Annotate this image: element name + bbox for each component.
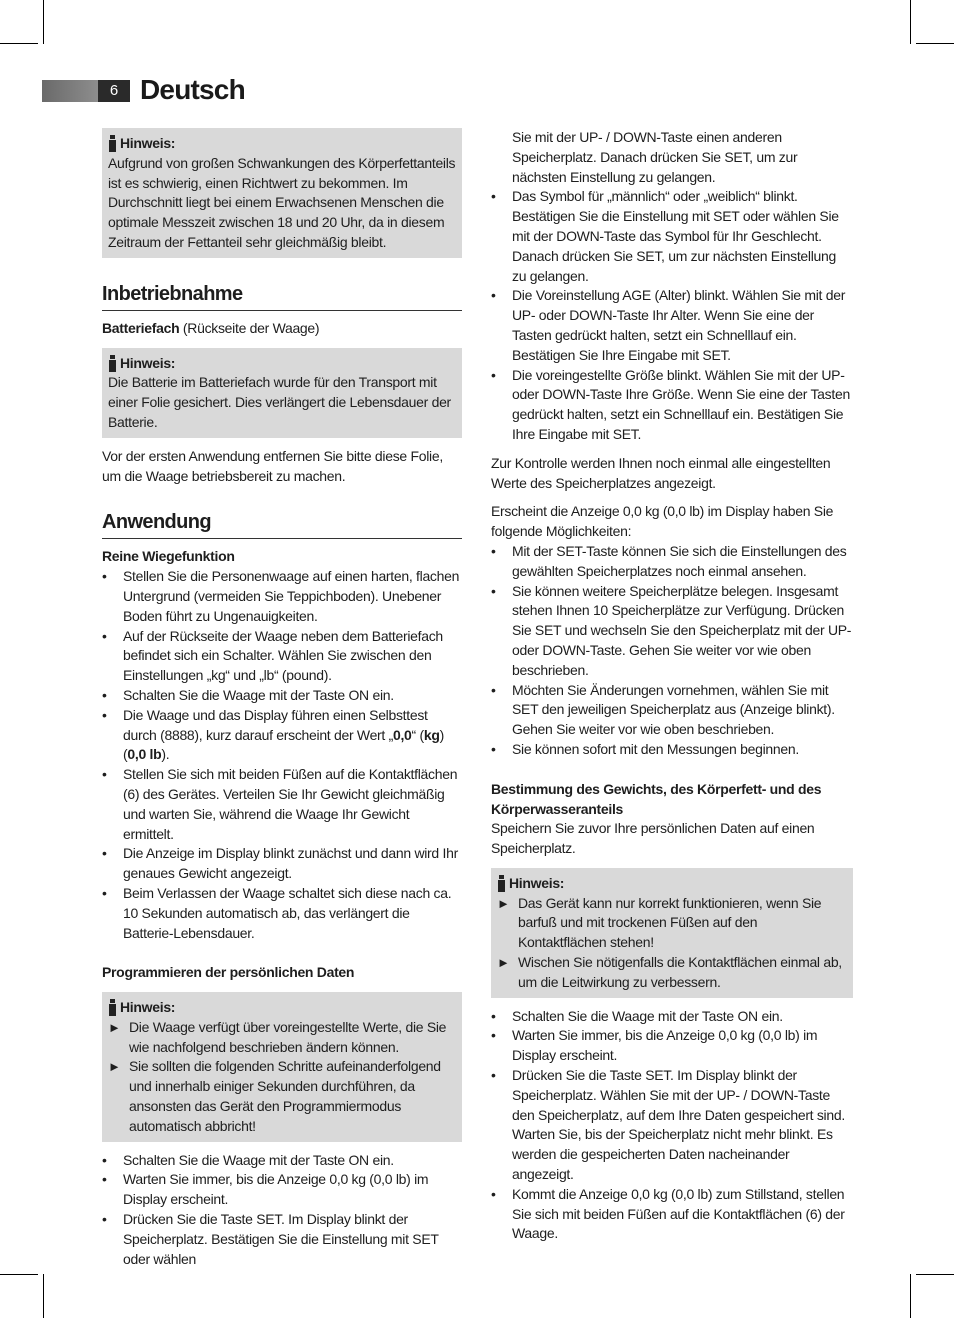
paragraph: Sie mit der UP- / DOWN-Taste einen anderen Speicherplatz. Danach drücken Sie SET, um zur nächsten Einstellung zu gelangen. (512, 129, 798, 185)
list-item: • Drücken Sie die Taste SET. Im Display blinkt der Speicherplatz. Wählen Sie mit der UP- / DOWN-Taste den Speicherplatz, auf dem Ihre Daten gespeichert sind. Warten Sie, bis der Speicherplatz nicht mehr blinkt. Es werden die gespeicherten Daten nacheinander angezeigt. (491, 1066, 853, 1185)
info-icon (497, 875, 506, 892)
crop-mark (0, 43, 38, 44)
crop-mark (0, 1274, 38, 1275)
bullet-list (491, 542, 853, 760)
section-heading: Anwendung (102, 510, 462, 539)
list-item: • Auf der Rückseite der Waage neben dem Batteriefach befindet sich ein Schalter. Wählen Sie zwischen den Einstellungen „kg“ und „lb“ (pound). (102, 627, 462, 686)
crop-mark (910, 0, 911, 44)
bullet-list (491, 187, 853, 444)
note-box (491, 868, 853, 998)
note-text: Die Batterie im Batteriefach wurde für den Transport mit einer Folie gesichert. Dies verlängert die Lebensdauer der Batterie. (108, 374, 451, 430)
section-heading: Inbetriebnahme (102, 282, 462, 311)
paragraph: Zur Kontrolle werden Ihnen noch einmal alle eingestellten Werte des Speicherplatzes angezeigt. (491, 454, 831, 491)
list-item: • Die Anzeige im Display blinkt zunächst und dann wird Ihr genaues Gewicht angezeigt. (102, 844, 462, 884)
bullet-list (102, 567, 462, 943)
crop-mark (43, 0, 44, 44)
info-icon (108, 999, 117, 1016)
sub-heading: Bestimmung des Gewichts, des Körperfett- und des Körperwasseranteils (491, 780, 822, 817)
list-item: • Schalten Sie die Waage mit der Taste ON ein. (102, 686, 462, 706)
left-column (102, 128, 462, 1269)
list-item: • Kommt die Anzeige 0,0 kg (0,0 lb) zum Stillstand, stellen Sie sich mit beiden Füßen auf die Kontaktflächen (6) der Waage. (491, 1185, 853, 1244)
paragraph: Erscheint die Anzeige 0,0 kg (0,0 lb) im Display haben Sie folgende Möglichkeiten: (491, 503, 834, 540)
list-item: • Warten Sie immer, bis die Anzeige 0,0 kg (0,0 lb) im Display erscheint. (491, 1026, 853, 1066)
note-label: Hinweis: (120, 354, 176, 371)
list-item: • Stellen Sie sich mit beiden Füßen auf die Kontaktflächen (6) des Gerätes. Verteilen Sie Ihr Gewicht gleichmäßig und warten Sie, während die Waage Ihr Gewicht ermittelt. (102, 765, 462, 844)
bullet-list (102, 1151, 462, 1270)
info-icon (108, 355, 117, 372)
sub-heading: Reine Wiegefunktion (102, 548, 235, 565)
note-label: Hinweis: (120, 135, 176, 151)
list-item: • Drücken Sie die Taste SET. Im Display blinkt der Speicherplatz. Bestätigen Sie die Einstellung mit SET oder wählen (102, 1210, 462, 1269)
crop-mark (916, 1274, 954, 1275)
note-box (102, 348, 462, 438)
list-item: • Sie können weitere Speicherplätze belegen. Insgesamt stehen Ihnen 10 Speicherplätze zur Verfügung. Drücken Sie SET und wechseln Sie den Speicherplatz mit der UP- oder DOWN-Taste. Gehen Sie weiter vor wie oben beschrieben. (491, 582, 853, 681)
crop-mark (910, 1274, 911, 1318)
list-item: • Das Symbol für „männlich“ oder „weiblich“ blinkt. Bestätigen Sie die Einstellung mit SET oder wählen Sie mit der DOWN-Taste das Symbol für Ihr Geschlecht. Danach drücken Sie SET, um zur nächsten Einstellung zu gelangen. (491, 187, 853, 286)
list-item: • Die Waage und das Display führen einen Selbsttest durch (8888), kurz darauf erscheint der Wert „0,0“ (kg) (0,0 lb). (102, 706, 462, 765)
note-label: Hinweis: (120, 999, 176, 1016)
list-item: ► Die Waage verfügt über voreingestellte Werte, die Sie wie nachfolgend beschrieben ändern können. (108, 1018, 456, 1058)
note-text: Aufgrund von großen Schwankungen des Körperfettanteils ist es schwierig, einen Richtwert zu bekommen. Im Durchschnitt liegt bei einem Erwachsenen Menschen die optimale Messzeit zwischen 18 und 20 Uhr, da in diesem Zeitraum der Fettanteil sehr gleichmäßig bleibt. (108, 154, 456, 250)
note-label: Hinweis: (509, 874, 565, 891)
list-item: ► Sie sollten die folgenden Schritte aufeinanderfolgend und innerhalb einiger Sekunden durchführen, da ansonsten das Gerät den Programmiermodus automatisch abbricht! (108, 1057, 456, 1136)
list-item: • Die Voreinstellung AGE (Alter) blinkt. Wählen Sie mit der UP- oder DOWN-Taste Ihr Alter. Wenn Sie eine der Tasten gedrückt halten, setzt ein Schnelllauf ein. Bestätigen Sie Ihre Eingabe mit SET. (491, 286, 853, 365)
list-item: • Warten Sie immer, bis die Anzeige 0,0 kg (0,0 lb) im Display erscheint. (102, 1170, 462, 1210)
header-bar (42, 80, 98, 102)
info-icon (108, 135, 117, 152)
battery-line: Batteriefach (Rückseite der Waage) (102, 319, 320, 336)
paragraph: Speichern Sie zuvor Ihre persönlichen Daten auf einen Speicherplatz. (491, 820, 815, 857)
list-item: • Die voreingestellte Größe blinkt. Wählen Sie mit der UP- oder DOWN-Taste Ihre Größe. Wenn Sie eine der Tasten gedrückt halten, setzt ein Schnelllauf ein. Bestätigen Sie Ihre Eingabe mit SET. (491, 366, 853, 445)
crop-mark (916, 43, 954, 44)
page-title: Deutsch (140, 74, 245, 105)
note-box (102, 992, 462, 1142)
list-item: • Beim Verlassen der Waage schaltet sich diese nach ca. 10 Sekunden automatisch ab, das verlängert die Batterie-Lebensdauer. (102, 884, 462, 943)
list-item: ► Wischen Sie nötigenfalls die Kontaktflächen einmal ab, um die Leitwirkung zu verbessern. (497, 953, 847, 993)
list-item: • Stellen Sie die Personenwaage auf einen harten, flachen Untergrund (vermeiden Sie Teppichboden). Unebener Boden führt zu Ungenauigkeiten. (102, 567, 462, 626)
right-column (491, 128, 853, 1244)
list-item: • Sie können sofort mit den Messungen beginnen. (491, 740, 853, 760)
note-box (102, 128, 462, 258)
list-item: • Schalten Sie die Waage mit der Taste ON ein. (102, 1151, 462, 1171)
list-item: • Schalten Sie die Waage mit der Taste ON ein. (491, 1007, 853, 1027)
paragraph: Vor der ersten Anwendung entfernen Sie bitte diese Folie, um die Waage betriebsbereit zu machen. (102, 447, 443, 484)
bullet-list (491, 1007, 853, 1245)
crop-mark (43, 1274, 44, 1318)
page-number: 6 (98, 80, 130, 102)
list-item: ► Das Gerät kann nur korrekt funktionieren, wenn Sie barfuß und mit trockenen Füßen auf den Kontaktflächen stehen! (497, 894, 847, 953)
list-item: • Möchten Sie Änderungen vornehmen, wählen Sie mit SET den jeweiligen Speicherplatz aus (Anzeige blinkt). Gehen Sie weiter vor wie oben beschrieben. (491, 681, 853, 740)
sub-heading: Programmieren der persönlichen Daten (102, 964, 355, 981)
list-item: • Mit der SET-Taste können Sie sich die Einstellungen des gewählten Speicherplatzes noch einmal ansehen. (491, 542, 853, 582)
